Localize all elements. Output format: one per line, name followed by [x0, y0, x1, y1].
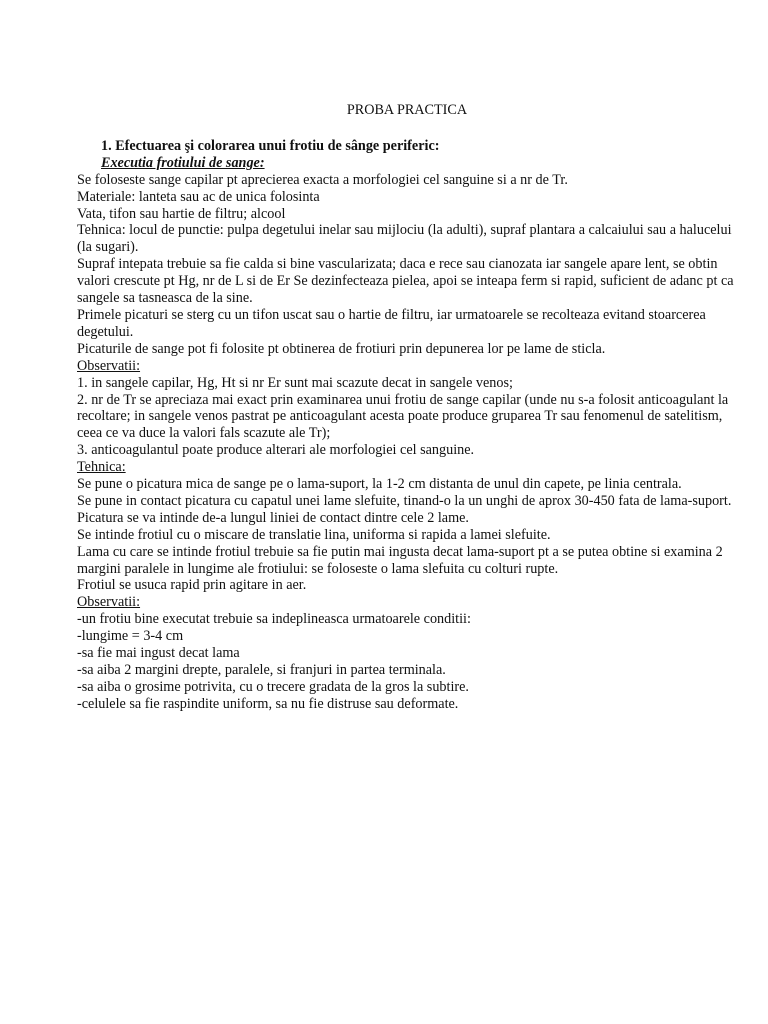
list-item: Lama cu care se intinde frotiul trebuie sa fie putin mai ingusta decat lama-suport pt a se putea obtine si examina 2 margini paralele in lungime ale frotiului: se foloseste o lama slefuita cu colturi rupte.	[77, 543, 723, 577]
list-item: -un frotiu bine executat trebuie sa indeplineasca urmatoarele conditii:	[77, 611, 471, 628]
paragraph: Picaturile de sange pot fi folosite pt obtinerea de frotiuri prin depunerea lor pe lame de sticla.	[77, 340, 606, 357]
section-heading: 1. Efectuarea şi colorarea unui frotiu de sânge periferic:	[101, 137, 440, 154]
observatii-label: Observatii:	[77, 594, 141, 611]
paragraph: Primele picaturi se sterg cu un tifon uscat sau o hartie de filtru, iar urmatoarele se recolteaza evitand stoarcerea degetului.	[77, 306, 706, 340]
paragraph: Supraf intepata trebuie sa fie calda si bine vascularizata; daca e rece sau cianozata iar sangele apare lent, se obtin valori crescute pt Hg, nr de L si de Er Se dezinfecteaza pielea, apoi se inteapa ferm si rapid, suficient de adanc pt ca sangele sa tasneasca de la sine.	[77, 256, 734, 307]
list-item: Frotiul se usuca rapid prin agitare in aer.	[77, 577, 307, 594]
tehnica-label: Tehnica:	[77, 459, 126, 476]
sub-heading: Executia frotiului de sange:	[101, 154, 265, 171]
list-item: -lungime = 3-4 cm	[77, 628, 184, 645]
list-item: -sa fie mai ingust decat lama	[77, 645, 240, 662]
list-item: -sa aiba o grosime potrivita, cu o trecere gradata de la gros la subtire.	[77, 678, 469, 695]
document-title: PROBA PRACTICA	[346, 102, 468, 118]
list-item: -celulele sa fie raspindite uniform, sa nu fie distruse sau deformate.	[77, 695, 459, 712]
list-item: 1. in sangele capilar, Hg, Ht si nr Er sunt mai scazute decat in sangele venos;	[77, 374, 513, 391]
list-item: 3. anticoagulantul poate produce alterari ale morfologiei cel sanguine.	[77, 442, 475, 459]
observatii-label: Observatii:	[77, 357, 141, 374]
paragraph: Materiale: lanteta sau ac de unica folosinta	[77, 188, 320, 205]
list-item: -sa aiba 2 margini drepte, paralele, si franjuri in partea terminala.	[77, 662, 446, 678]
paragraph: Se foloseste sange capilar pt aprecierea exacta a morfologiei cel sanguine si a nr de Tr.	[77, 171, 568, 188]
paragraph: Tehnica: locul de punctie: pulpa degetului inelar sau mijlociu (la adulti), supraf plantara a calcaiului sau a halucelui (la sugari).	[77, 222, 732, 256]
list-item: Se intinde frotiul cu o miscare de translatie lina, uniforma si rapida a lamei slefuite.	[77, 526, 551, 543]
list-item: Se pune o picatura mica de sange pe o lama-suport, la 1-2 cm distanta de unul din capete, pe linia centrala.	[77, 476, 682, 493]
list-item: Se pune in contact picatura cu capatul unei lame slefuite, tinand-o la un unghi de aprox 30-450 fata de lama-suport. Picatura se va intinde de-a lungul liniei de contact dintre cele 2 lame.	[77, 492, 732, 526]
paragraph: Vata, tifon sau hartie de filtru; alcool	[77, 205, 286, 222]
list-item: 2. nr de Tr se apreciaza mai exact prin examinarea unui frotiu de sange capilar (unde nu s-a folosit anticoagulant la recoltare; in sangele venos pastrat pe anticoagulant acesta poate produce gruparea Tr sau fenomenul de satelitism, ceea ce va duce la valori fals scazute ale Tr);	[77, 391, 729, 442]
document-page	[77, 102, 737, 713]
